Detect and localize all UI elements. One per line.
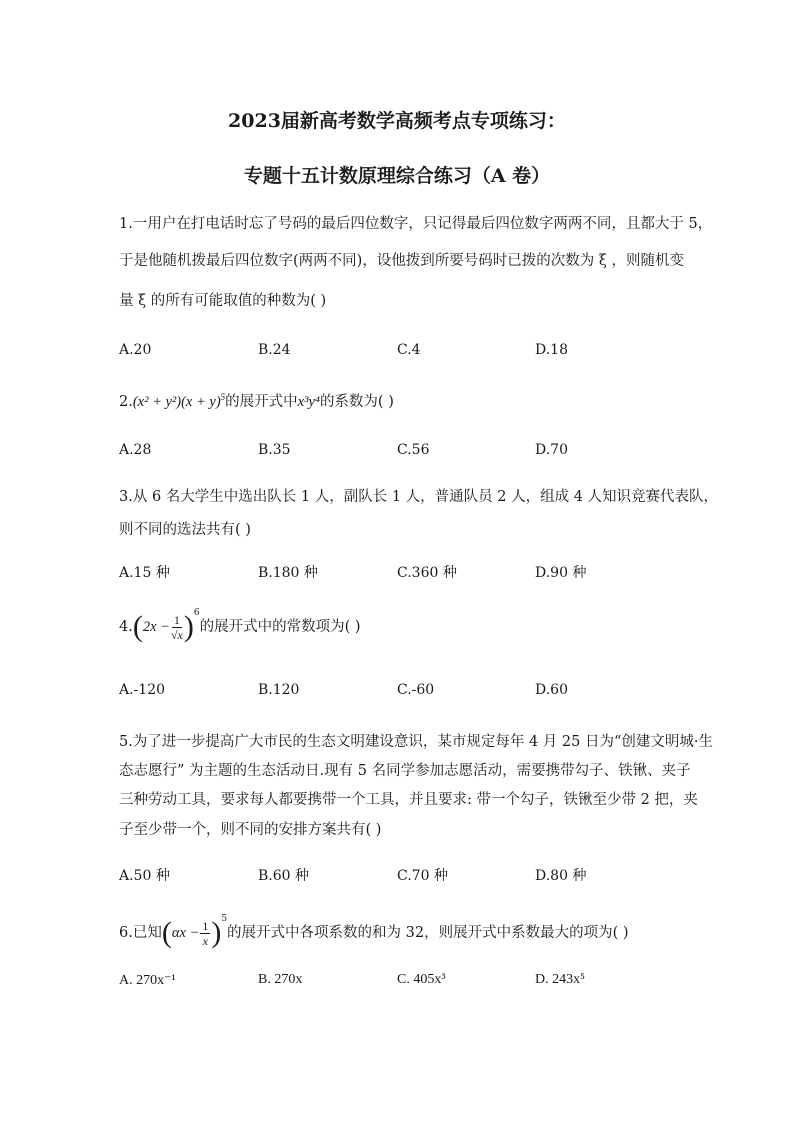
question-5-option-a: A.50 种 bbox=[119, 868, 170, 884]
question-5-option-b: B.60 种 bbox=[258, 868, 310, 884]
question-1-option-b: B.24 bbox=[258, 342, 291, 358]
question-6-option-b: B. 270x bbox=[258, 972, 303, 987]
question-1-line-2: 于是他随机拨最后四位数字(两两不同)，设他拨到所要号码时已拨的次数为 ξ ，则随机变 bbox=[119, 253, 685, 269]
question-4-option-a: A.-120 bbox=[119, 682, 166, 698]
question-3-option-d: D.90 种 bbox=[535, 565, 587, 581]
question-1-option-a: A.20 bbox=[119, 342, 152, 358]
question-2-option-c: C.56 bbox=[397, 442, 430, 458]
question-4-option-d: D.60 bbox=[535, 682, 568, 698]
question-1-line-3: 量 ξ 的所有可能取值的种数为( ) bbox=[119, 293, 327, 309]
question-5-line-3: 三种劳动工具，要求每人都要携带一个工具，并且要求: 带一个勾子，铁锹至少带 2 把，夹 bbox=[119, 792, 698, 808]
question-5-line-1: 5.为了进一步提高广大市民的生态文明建设意识，某市规定每年 4 月 25 日为“创建文明城·生 bbox=[119, 734, 713, 750]
question-3-line-1: 3.从 6 名大学生中选出队长 1 人，副队长 1 人，普通队员 2 人，组成 4 人知识竞赛代表队， bbox=[119, 489, 719, 505]
question-4-fraction: $\frac{1}{√x}$ bbox=[170, 612, 183, 642]
question-6-option-c: C. 405x³ bbox=[397, 972, 446, 987]
question-6-fraction: $\frac{1}{x}$ bbox=[202, 918, 209, 948]
question-4-option-b: B.120 bbox=[258, 682, 300, 698]
question-6-base: αx − bbox=[171, 925, 200, 941]
question-6-option-d: D. 243x⁵ bbox=[535, 972, 585, 987]
question-1-option-c: C.4 bbox=[397, 342, 421, 358]
question-6-stem: 6.已知(αx − $\frac{1}{x}$ )$^5$的展开式中各项系数的和为 32，则展开式中系数最大的项为( ) bbox=[119, 914, 629, 949]
question-3-line-2: 则不同的选法共有( ) bbox=[119, 522, 251, 538]
document-subtitle: 专题十五计数原理综合练习（A 卷） bbox=[243, 165, 551, 187]
question-2-option-b: B.35 bbox=[258, 442, 291, 458]
question-4-stem: 4.(2x − $\frac{1}{√x}$ )$^6$的展开式中的常数项为( ) bbox=[119, 608, 361, 643]
question-5-line-2: 态志愿行” 为主题的生态活动日.现有 5 名同学参加志愿活动，需要携带勾子、铁锹、夹子 bbox=[119, 763, 691, 779]
question-3-option-b: B.180 种 bbox=[258, 565, 318, 581]
question-6-option-a: A. 270x⁻¹ bbox=[119, 973, 176, 988]
question-5-line-4: 子至少带一个，则不同的安排方案共有( ) bbox=[119, 822, 382, 838]
question-2-expression: (x² + y²)(x + y) bbox=[132, 394, 221, 410]
question-1-option-d: D.18 bbox=[535, 342, 568, 358]
question-5-option-c: C.70 种 bbox=[397, 868, 448, 884]
question-5-option-d: D.80 种 bbox=[535, 868, 587, 884]
question-3-option-a: A.15 种 bbox=[119, 565, 170, 581]
question-2-option-a: A.28 bbox=[119, 442, 152, 458]
question-4-base: 2x − bbox=[142, 619, 170, 635]
question-3-option-c: C.360 种 bbox=[397, 565, 457, 581]
question-2-option-d: D.70 bbox=[535, 442, 568, 458]
question-2-stem: $2.(x^2 + y^2)(x + y)^5$的展开式中x³y⁴的系数为( ) bbox=[119, 392, 394, 410]
question-4-option-c: C.-60 bbox=[397, 682, 435, 698]
document-title: 2023届新高考数学高频考点专项练习： bbox=[228, 110, 566, 132]
question-2-term: x³y⁴ bbox=[297, 394, 320, 410]
question-1-line-1: 1.一用户在打电话时忘了号码的最后四位数字，只记得最后四位数字两两不同，且都大于 5， bbox=[119, 216, 713, 232]
